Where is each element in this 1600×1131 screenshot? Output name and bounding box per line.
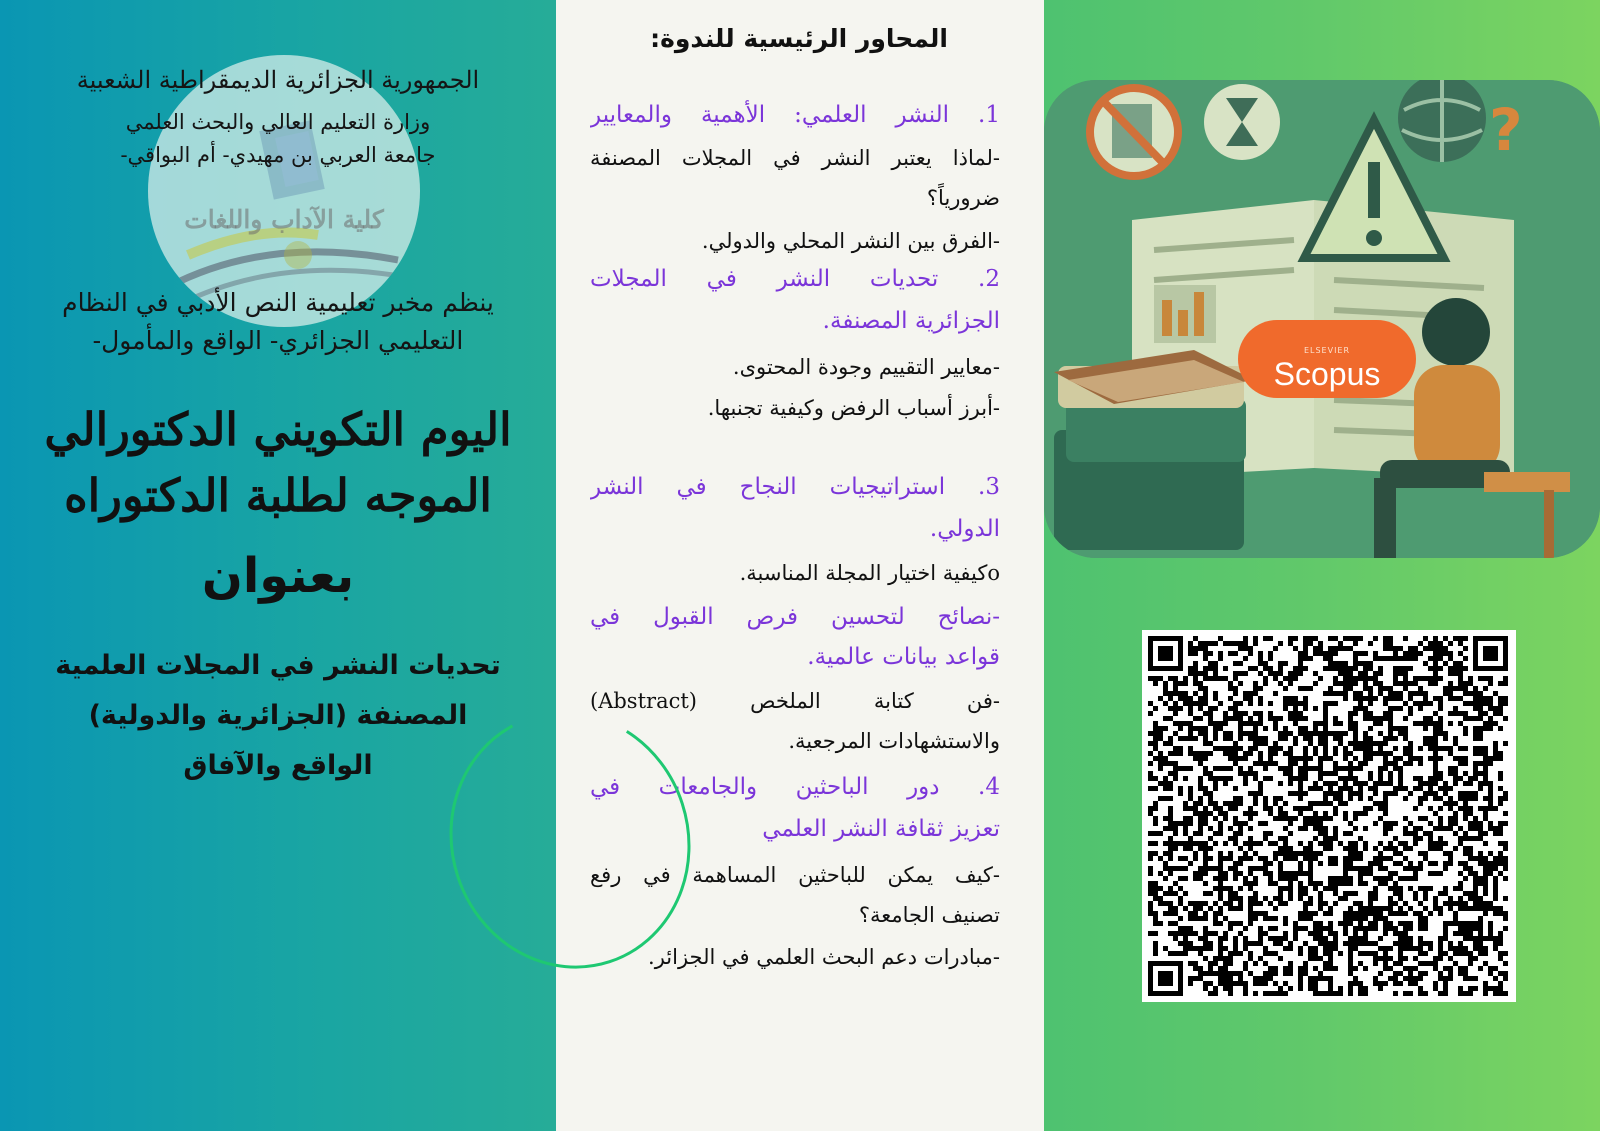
axis-body-line: -كيف يمكن للباحثين المساهمة في رفع bbox=[590, 863, 1000, 887]
event-title-line-2: الموجه لطلبة الدكتوراه bbox=[64, 469, 492, 522]
axis-body-line: -مبادرات دعم البحث العلمي في الجزائر. bbox=[648, 945, 1000, 969]
left-panel bbox=[0, 0, 556, 1131]
axis-heading-line: الدولي. bbox=[929, 516, 1000, 542]
axis-body-line: ضرورياً؟ bbox=[926, 186, 1000, 210]
axis-body-line: oكيفية اختيار المجلة المناسبة. bbox=[739, 561, 1000, 585]
axis-heading-line: الجزائرية المصنفة. bbox=[822, 308, 1000, 334]
event-title-line-3: بعنوان bbox=[201, 548, 355, 604]
axis-heading-line: 3. استراتيجيات النجاح في النشر bbox=[590, 474, 1000, 500]
axis-body-line: تصنيف الجامعة؟ bbox=[858, 903, 1000, 927]
header-ministry: وزارة التعليم العالي والبحث العلمي bbox=[125, 110, 431, 134]
qr-code-icon bbox=[1148, 636, 1510, 996]
scopus-publisher-label: ELSEVIER bbox=[1303, 346, 1351, 355]
publishing-illustration bbox=[1044, 80, 1600, 558]
topic-line-2: المصنفة (الجزائرية والدولية) bbox=[88, 700, 468, 731]
scopus-logo bbox=[1238, 320, 1416, 398]
logo-emblem-icon bbox=[148, 55, 420, 327]
header-university: جامعة العربي بن مهيدي- أم البواقي- bbox=[120, 143, 436, 167]
topic-line-1: تحديات النشر في المجلات العلمية bbox=[55, 650, 501, 681]
axis-heading-line: 1. النشر العلمي: الأهمية والمعايير bbox=[590, 102, 1000, 128]
axis-heading-line: تعزيز ثقافة النشر العلمي bbox=[762, 816, 1000, 842]
organizer-line-1: ينظم مخبر تعليمية النص الأدبي في النظام bbox=[62, 288, 494, 317]
axis-body-line: -الفرق بين النشر المحلي والدولي. bbox=[701, 229, 1000, 253]
header-republic: الجمهورية الجزائرية الديمقراطية الشعبية bbox=[76, 66, 480, 94]
axis-heading-line: قواعد بيانات عالمية. bbox=[807, 644, 1000, 670]
axis-heading-line: 4. دور الباحثين والجامعات في bbox=[590, 774, 1000, 800]
axis-body-line: -لماذا يعتبر النشر في المجلات المصنفة bbox=[590, 146, 1000, 170]
axis-body-line: -أبرز أسباب الرفض وكيفية تجنبها. bbox=[707, 396, 1000, 420]
scopus-wordmark: Scopus bbox=[1273, 356, 1381, 392]
axis-body-line: -فن كتابة الملخص (Abstract) bbox=[590, 689, 1000, 713]
axis-body-line: -معايير التقييم وجودة المحتوى. bbox=[732, 355, 1000, 379]
topic-line-3: الواقع والآفاق bbox=[183, 750, 373, 781]
event-title-line-1: اليوم التكويني الدكتورالي bbox=[44, 403, 512, 456]
middle-panel bbox=[556, 0, 1044, 1131]
organizer-line-2: التعليمي الجزائري- الواقع والمأمول- bbox=[92, 326, 464, 355]
axis-body-line: والاستشهادات المرجعية. bbox=[788, 729, 1000, 753]
qr-code[interactable] bbox=[1142, 630, 1516, 1002]
logo-college-name: كلية الآداب واللغات bbox=[184, 205, 384, 234]
svg-text:?: ? bbox=[1489, 96, 1523, 164]
axes-title: المحاور الرئيسية للندوة: bbox=[650, 24, 948, 53]
illustration-panel bbox=[1044, 80, 1600, 558]
university-logo bbox=[148, 55, 420, 327]
axis-heading-line: 2. تحديات النشر في المجلات bbox=[590, 266, 1000, 292]
axis-heading-line: -نصائح لتحسين فرص القبول في bbox=[590, 604, 1000, 630]
